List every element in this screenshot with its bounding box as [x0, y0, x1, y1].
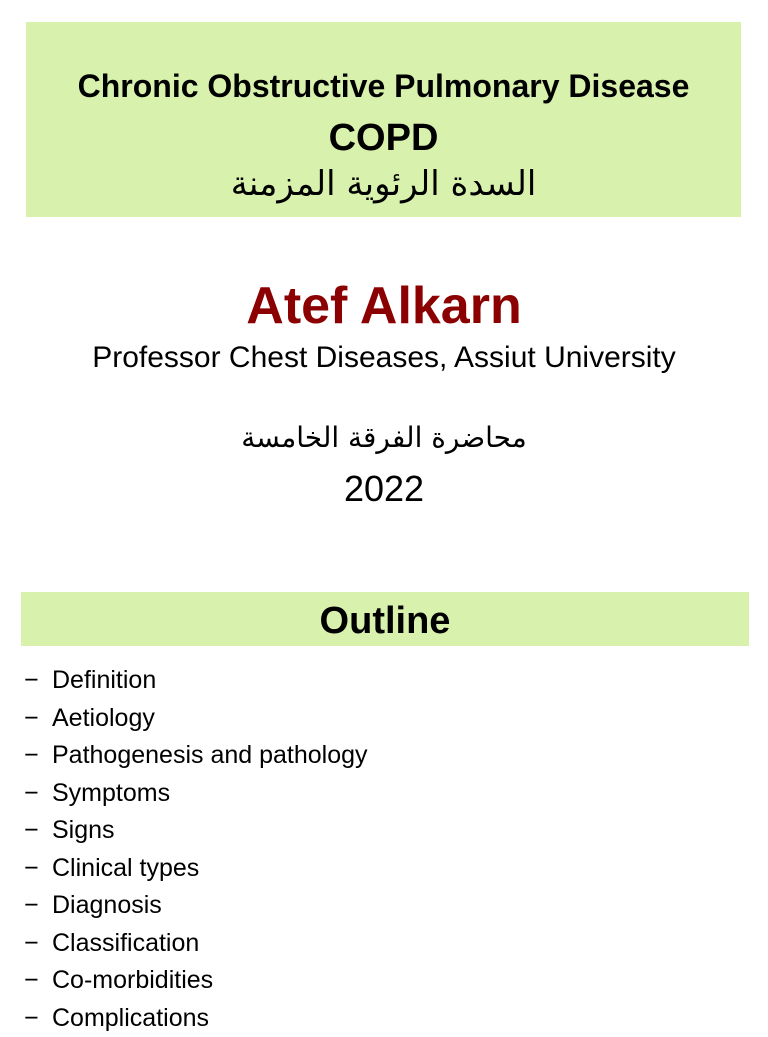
dash-bullet-icon: − [24, 962, 52, 1000]
dash-bullet-icon: − [24, 850, 52, 888]
outline-item-label: Pathogenesis and pathology [52, 741, 368, 769]
outline-item [24, 812, 368, 850]
lecture-year: 2022 [0, 468, 768, 510]
outline-item-label: Complications [52, 1004, 209, 1032]
dash-bullet-icon: − [24, 700, 52, 738]
outline-item-label: Classification [52, 929, 199, 957]
outline-item [24, 962, 368, 1000]
outline-item-label: Aetiology [52, 704, 155, 732]
dash-bullet-icon: − [24, 812, 52, 850]
lecture-arabic: محاضرة الفرقة الخامسة [0, 418, 768, 458]
outline-item [24, 925, 368, 963]
outline-item [24, 700, 368, 738]
outline-item [24, 887, 368, 925]
outline-item-label: Diagnosis [52, 891, 162, 919]
outline-item [24, 662, 368, 700]
outline-item-label: Co-morbidities [52, 966, 213, 994]
dash-bullet-icon: − [24, 775, 52, 813]
outline-list [24, 662, 368, 1037]
outline-item-label: Clinical types [52, 854, 199, 882]
author-name: Atef Alkarn [0, 276, 768, 336]
title-arabic: السدة الرئوية المزمنة [26, 162, 741, 206]
outline-item [24, 1000, 368, 1037]
outline-item [24, 737, 368, 775]
dash-bullet-icon: − [24, 925, 52, 963]
title-abbreviation: COPD [26, 117, 741, 159]
dash-bullet-icon: − [24, 737, 52, 775]
dash-bullet-icon: − [24, 662, 52, 700]
title-box [26, 22, 741, 217]
outline-item-label: Definition [52, 666, 156, 694]
outline-item [24, 775, 368, 813]
outline-item [24, 850, 368, 888]
outline-item-label: Signs [52, 816, 115, 844]
title-english: Chronic Obstructive Pulmonary Disease [26, 67, 741, 105]
dash-bullet-icon: − [24, 1000, 52, 1037]
dash-bullet-icon: − [24, 887, 52, 925]
outline-heading: Outline [21, 592, 749, 650]
outline-heading-box [21, 592, 749, 646]
author-role: Professor Chest Diseases, Assiut University [0, 339, 768, 377]
outline-item-label: Symptoms [52, 779, 170, 807]
